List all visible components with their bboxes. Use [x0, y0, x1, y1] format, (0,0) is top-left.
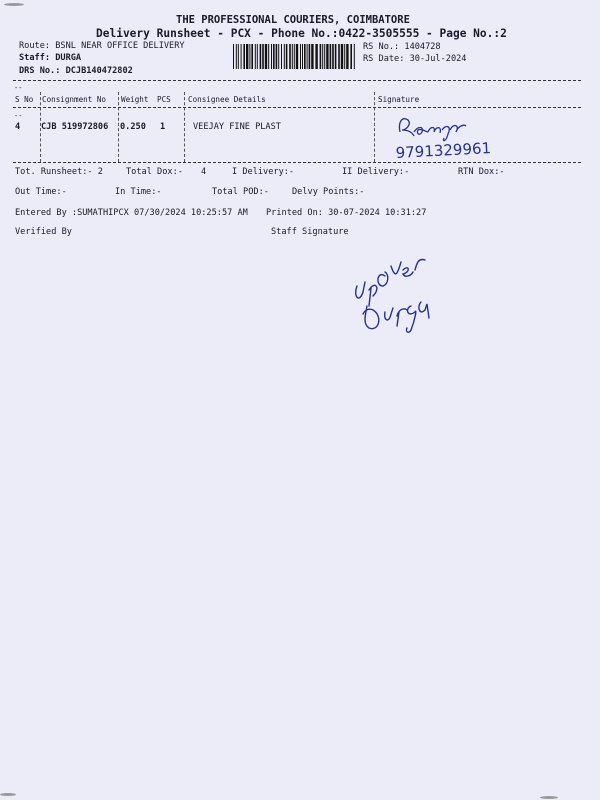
col-sep	[118, 92, 119, 162]
scan-artifact	[4, 3, 24, 6]
scan-artifact	[540, 796, 558, 799]
runsheet-subtitle: Delivery Runsheet - PCX - Phone No.:0422-3505555 - Page No.:2	[96, 27, 507, 40]
row-consignee: VEEJAY FINE PLAST	[193, 122, 281, 132]
barcode-bar	[304, 44, 306, 69]
rs-date: RS Date: 30-Jul-2024	[363, 54, 467, 64]
ii-delivery: II Delivery:-	[342, 167, 410, 177]
barcode-bar	[236, 44, 237, 69]
col-sep	[184, 92, 185, 162]
delvy-points: Delvy Points:-	[292, 187, 365, 197]
table-header-rule	[13, 107, 581, 108]
row-sno: 4	[15, 122, 21, 132]
barcode-bar	[296, 44, 298, 69]
row-pcs: 1	[160, 122, 166, 132]
col-sno: S No	[15, 95, 34, 104]
barcode-bar	[311, 44, 313, 69]
barcode-bar	[251, 44, 253, 69]
barcode-bar	[309, 44, 311, 69]
printed-on: Printed On: 30-07-2024 10:31:27	[266, 208, 427, 218]
barcode-bar	[241, 44, 242, 69]
signature-phone: 9791329961	[395, 139, 492, 162]
verified-by: Verified By	[15, 227, 72, 237]
barcode-bar	[332, 44, 334, 69]
barcode-bar	[271, 44, 272, 69]
barcode-bar	[246, 44, 248, 69]
barcode-bar	[322, 44, 323, 69]
barcode-bar	[346, 44, 348, 69]
barcode-bar	[286, 44, 288, 69]
barcode-bar	[268, 44, 269, 69]
barcode-bar	[255, 44, 256, 69]
col-consignment: Consignment No	[42, 95, 107, 104]
barcode-bar	[294, 44, 295, 69]
staff-signature-label: Staff Signature	[271, 227, 349, 237]
row-weight: 0.250	[120, 122, 146, 132]
table-bottom-rule	[13, 162, 581, 163]
rtn-dox: RTN Dox:-	[458, 167, 505, 177]
col-sep	[374, 92, 375, 162]
total-pod: Total POD:-	[212, 187, 269, 197]
barcode-bar	[284, 44, 285, 69]
barcode-bar	[233, 44, 234, 69]
staff-text: Staff: DURGA	[19, 53, 82, 63]
barcode-bar	[300, 44, 301, 69]
barcode-bar	[344, 44, 345, 69]
col-weight: Weight	[121, 95, 149, 104]
col-consignee: Consignee Details	[188, 95, 266, 104]
barcode-bar	[243, 44, 245, 69]
tot-runsheet: Tot. Runsheet:- 2	[15, 167, 103, 177]
header-prefix: --	[14, 84, 23, 92]
row-prefix: --	[14, 112, 23, 120]
in-time: In Time:-	[115, 187, 162, 197]
barcode-bar	[238, 44, 239, 69]
barcode-bar	[273, 44, 275, 69]
company-title: THE PROFESSIONAL COURIERS, COIMBATORE	[176, 14, 410, 26]
barcode-bar	[338, 44, 340, 69]
barcode-bar	[320, 44, 322, 69]
barcode-bar	[281, 44, 282, 69]
row-consignment: CJB 519972806	[41, 122, 109, 132]
barcode-bar	[262, 44, 264, 69]
total-dox-label: Total Dox:-	[126, 167, 183, 177]
barcode-bar	[260, 44, 262, 69]
barcode-bar	[307, 44, 308, 69]
route-text: Route: BSNL NEAR OFFICE DELIVERY	[19, 41, 185, 51]
barcode-bar	[292, 44, 293, 69]
barcode-bar	[257, 44, 258, 69]
total-dox-value: 4	[201, 167, 207, 177]
entered-by: Entered By :SUMATHIPCX 07/30/2024 10:25:57 AM	[15, 208, 248, 218]
barcode-bar	[302, 44, 303, 69]
scan-artifact	[0, 793, 16, 796]
out-time: Out Time:-	[15, 187, 67, 197]
col-pcs: PCS	[157, 95, 171, 104]
barcode-bar	[265, 44, 267, 69]
barcode-bar	[315, 44, 317, 69]
barcode-bar	[330, 44, 332, 69]
barcode-bar	[326, 44, 328, 69]
rs-number: RS No.: 1404728	[363, 42, 441, 52]
barcode	[233, 44, 355, 69]
table-top-rule	[13, 80, 581, 81]
handwritten-note	[345, 246, 440, 336]
barcode-bar	[249, 44, 250, 69]
drs-number: DRS No.: DCJB140472802	[19, 66, 133, 76]
barcode-bar	[324, 44, 325, 69]
barcode-bar	[276, 44, 278, 69]
i-delivery: I Delivery:-	[232, 167, 295, 177]
barcode-bar	[350, 44, 352, 69]
barcode-bar	[278, 44, 279, 69]
handwritten-signature	[392, 112, 532, 164]
barcode-bar	[341, 44, 343, 69]
col-signature: Signature	[378, 95, 420, 104]
barcode-bar	[354, 44, 355, 69]
barcode-bar	[335, 44, 337, 69]
barcode-bar	[289, 44, 291, 69]
